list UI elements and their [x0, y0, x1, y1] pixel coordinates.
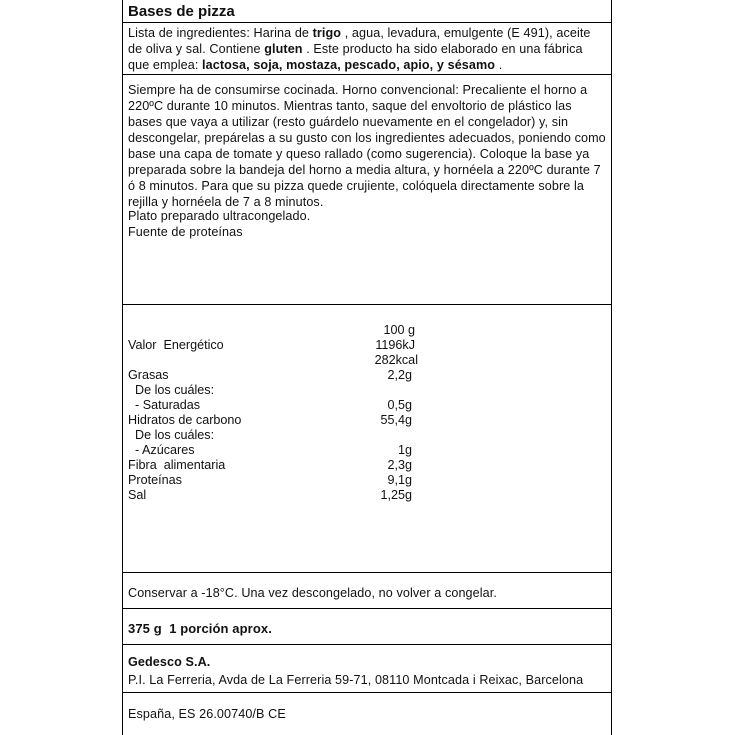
product-type: Plato preparado ultracongelado.	[128, 209, 311, 223]
nutrition-value: 0,5g	[387, 398, 412, 412]
nutrition-label: Proteínas	[128, 473, 182, 487]
nutrition-label: Grasas	[128, 368, 169, 382]
company-row	[123, 645, 611, 693]
allergen-traces: lactosa, soja, mostaza, pescado, apio, y sésamo	[202, 58, 496, 72]
nutrition-label: Valor Energético	[128, 338, 224, 352]
storage-row	[123, 573, 611, 609]
title-row	[123, 0, 611, 23]
registry-row	[123, 693, 611, 735]
nutrition-label: - Azúcares	[128, 443, 195, 457]
company-name: Gedesco S.A.	[128, 655, 211, 669]
product-label	[122, 0, 612, 735]
nutrition-label: Fibra alimentaria	[128, 458, 226, 472]
allergen-trigo: trigo	[312, 26, 342, 40]
product-title: Bases de pizza	[128, 3, 235, 20]
nutrition-label: Sal	[128, 488, 147, 502]
nutrition-label: De los cuáles:	[128, 428, 215, 442]
ingredients-mid: , agua, levadura, emulgente (E 491), aceite de oliva y sal. Contiene	[128, 26, 591, 56]
nutrition-header: 100 g	[383, 323, 415, 337]
nutrition-value: 9,1g	[387, 473, 412, 487]
company-address: P.I. La Ferreria, Avda de La Ferreria 59-71, 08110 Montcada i Reixac, Barcelona	[128, 673, 584, 687]
storage-text: Conservar a -18°C. Una vez descongelado, no volver a congelar.	[128, 586, 497, 600]
net-weight	[128, 621, 607, 637]
nutrition-value: 1,25g	[380, 488, 412, 502]
nutrition-label: De los cuáles:	[128, 383, 215, 397]
nutrition-value: 1g	[397, 443, 412, 457]
instructions-row	[123, 75, 611, 305]
nutrition-table	[123, 305, 611, 573]
ingredients-row	[123, 23, 611, 75]
nutrition-value: 55,4g	[380, 413, 412, 427]
cooking-instructions: Siempre ha de consumirse cocinada. Horno convencional: Precaliente el horno a 220ºC durante 10 minutos. Mientras tanto, saque del envoltorio de plástico las bases que vaya a utilizar (resto guárdelo nuevamente en el congelador) y, sin descongelar, prepárelas a su gusto con los ingredientes adecuados, poniendo como base una capa de tomate y queso rallado (como sugerencia). Coloque la base ya preparada sobre la bandeja del horno a media altura, y hornéela a 220ºC durante 7 ó 8 minutos. Para que su pizza quede crujiente, colóquela directamente sobre la rejilla y hornéela de 7 a 8 minutos.	[128, 83, 606, 209]
nutrition-value: 1196kJ	[375, 338, 415, 352]
nutrition-label: - Saturadas	[128, 398, 201, 412]
protein-claim: Fuente de proteínas	[128, 225, 243, 239]
sanitary-registry: España, ES 26.00740/B CE	[128, 707, 286, 721]
ingredients-prefix: Lista de ingredientes: Harina de	[128, 26, 313, 40]
portion-count: 1 porción aprox.	[169, 621, 272, 636]
allergen-gluten: gluten	[264, 42, 303, 56]
ingredients-text	[128, 25, 607, 73]
nutrition-value: 282kcal	[374, 353, 418, 367]
nutrition-value: 2,2g	[387, 368, 412, 382]
net-weight-row	[123, 609, 611, 645]
ingredients-factory: . Este producto ha sido elaborado en una fábrica que emplea:	[128, 42, 583, 72]
nutrition-value: 2,3g	[387, 458, 412, 472]
ingredients-suffix: .	[495, 58, 503, 72]
net-weight-value: 375 g	[128, 621, 162, 636]
nutrition-label: Hidratos de carbono	[128, 413, 242, 427]
